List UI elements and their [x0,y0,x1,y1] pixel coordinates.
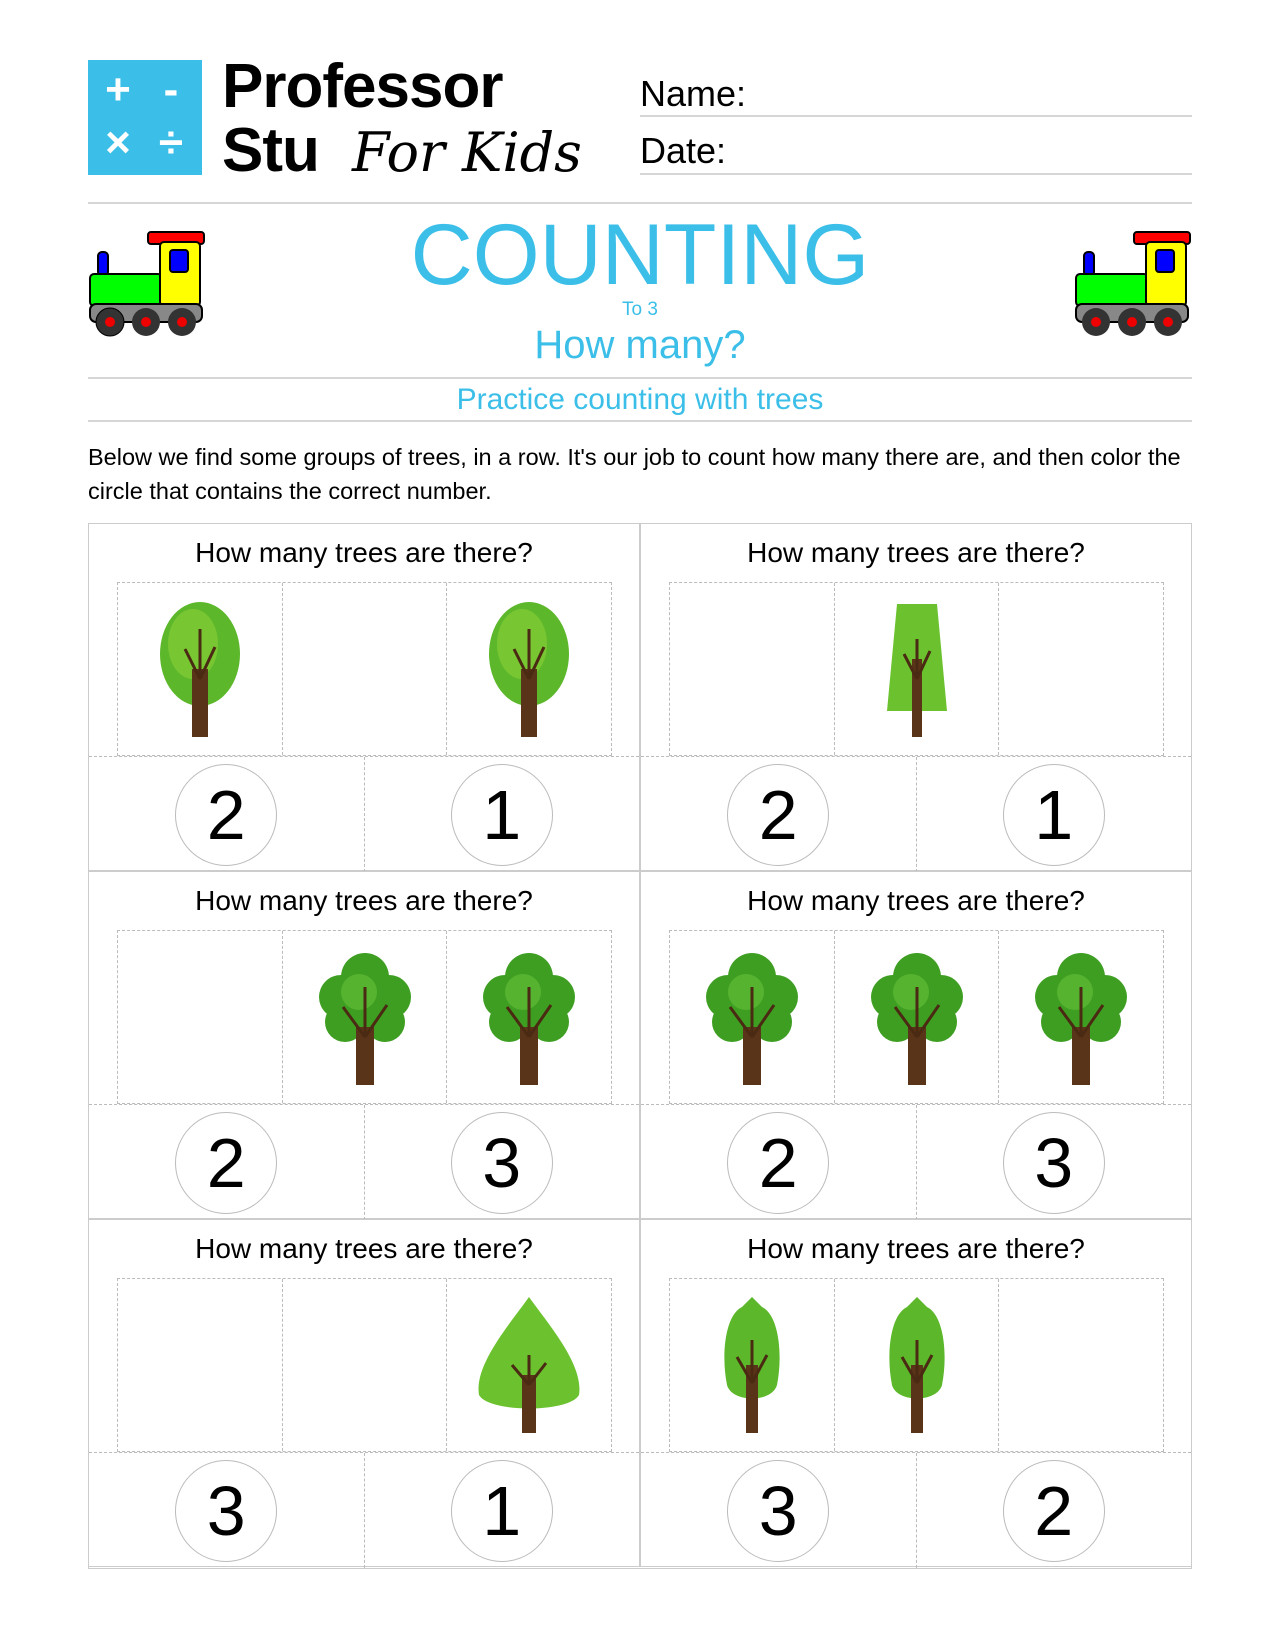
picture-row [669,930,1164,1104]
answer-option [917,1105,1192,1220]
answer-circle[interactable]: 3 [451,1112,553,1214]
picture-row [117,1278,612,1452]
answer-circle[interactable]: 2 [727,764,829,866]
question: How many trees are there? [747,1233,1085,1264]
range-label: To 3 [622,299,658,320]
picture-slot [283,931,448,1103]
answer-option [365,757,640,872]
problem-cell [640,1219,1192,1567]
problem-cell [88,871,640,1219]
page-title: COUNTING [410,207,870,303]
divider [88,202,1192,204]
picture-slot [447,583,611,755]
bushy-tree-icon [479,947,579,1087]
picture-row [669,1278,1164,1452]
instructions: Below we find some groups of trees, in a row. It's our job to count how many there are, and then color the circle that contains the correct number. [88,444,1181,504]
picture-slot [835,931,1000,1103]
picture-slot [118,1279,283,1451]
problem-cell [640,523,1192,871]
answer-circle[interactable]: 2 [175,1112,277,1214]
tall-tree-icon [717,1295,787,1435]
answer-circle[interactable]: 2 [727,1112,829,1214]
answer-circle[interactable]: 3 [175,1460,277,1562]
question: How many trees are there? [747,537,1085,568]
times-icon: × [105,118,131,167]
leaf-tree-icon [474,1295,584,1435]
picture-slot [835,583,1000,755]
picture-slot [670,931,835,1103]
answer-option [365,1105,640,1220]
answer-circle[interactable]: 3 [1003,1112,1105,1214]
picture-slot [447,1279,611,1451]
picture-slot [999,1279,1163,1451]
name-label: Name: [640,73,747,114]
divide-icon: ÷ [158,118,184,167]
picture-slot [283,1279,448,1451]
question: How many trees are there? [195,885,533,916]
plus-icon: + [105,65,131,114]
date-label: Date: [640,130,727,171]
divider [88,420,1192,422]
picture-slot [670,1279,835,1451]
answer-row [641,1452,1191,1568]
picture-slot [283,583,448,755]
topic: Practice counting with trees [456,383,824,416]
oval-tree-icon [155,599,245,739]
minus-icon: - [163,65,179,114]
answer-circle[interactable]: 2 [1003,1460,1105,1562]
picture-slot [118,583,283,755]
picture-slot [999,931,1163,1103]
brand-name: Professor [222,52,503,121]
question: How many trees are there? [195,1233,533,1264]
answer-row [641,756,1191,872]
bushy-tree-icon [702,947,802,1087]
answer-circle[interactable]: 1 [451,1460,553,1562]
bushy-tree-icon [1031,947,1131,1087]
picture-row [117,582,612,756]
answer-row [641,1104,1191,1220]
bushy-tree-icon [867,947,967,1087]
question: How many trees are there? [747,885,1085,916]
answer-row [89,1452,639,1568]
bushy-tree-icon [315,947,415,1087]
question: How many trees are there? [195,537,533,568]
picture-slot [835,1279,1000,1451]
answer-option [917,757,1192,872]
date-field[interactable] [640,173,1192,175]
oval-tree-icon [484,599,574,739]
logo [88,60,202,175]
tall-tree-icon [882,1295,952,1435]
picture-slot [447,931,611,1103]
answer-option [89,757,365,872]
name-field[interactable] [640,115,1192,117]
brand-name-2: Stu [222,116,319,185]
answer-circle[interactable]: 2 [175,764,277,866]
answer-row [89,1104,639,1220]
picture-row [117,930,612,1104]
picture-slot [670,583,835,755]
answer-option [641,1453,917,1568]
answer-option [917,1453,1192,1568]
problem-cell [640,871,1192,1219]
problem-cell [88,1219,640,1567]
picture-slot [118,931,283,1103]
answer-option [641,757,917,872]
problem-cell [88,523,640,871]
answer-option [365,1453,640,1568]
brand-tagline: For Kids [352,121,582,184]
answer-option [89,1453,365,1568]
answer-circle[interactable]: 1 [1003,764,1105,866]
answer-circle[interactable]: 1 [451,764,553,866]
answer-option [89,1105,365,1220]
problem-grid [88,523,1192,1569]
answer-row [89,756,639,872]
answer-circle[interactable]: 3 [727,1460,829,1562]
picture-row [669,582,1164,756]
picture-slot [999,583,1163,755]
subtitle: How many? [534,323,746,367]
divider [88,377,1192,379]
trapezoid-tree-icon [882,599,952,739]
answer-option [641,1105,917,1220]
